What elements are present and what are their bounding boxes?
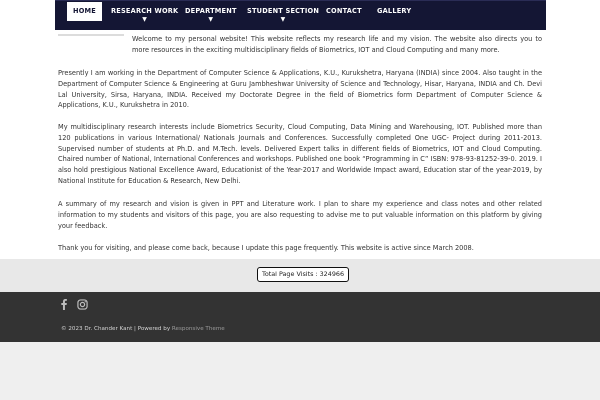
main-content xyxy=(0,30,600,259)
facebook-icon[interactable] xyxy=(58,298,70,310)
copyright-label: © 2023 Dr. Chander Kant | Powered by xyxy=(61,326,171,332)
main-navigation xyxy=(55,0,546,30)
instagram-icon[interactable] xyxy=(76,298,88,310)
nav-item-label: GALLERY xyxy=(377,7,412,15)
nav-item-gallery[interactable] xyxy=(377,1,411,31)
visit-counter-band xyxy=(0,259,600,292)
chevron-down-icon: ▼ xyxy=(280,16,286,23)
visit-counter: Total Page Visits : 324966 xyxy=(257,267,349,282)
nav-item-department[interactable] xyxy=(185,1,237,31)
nav-item-research-work[interactable] xyxy=(111,1,178,31)
footer xyxy=(0,292,600,342)
chevron-down-icon: ▼ xyxy=(208,16,214,23)
nav-item-label: DEPARTMENT xyxy=(185,7,237,15)
bio-paragraph: Presently I am working in the Department of Computer Science & Applications, K.U., Kurukshetra, Haryana (INDIA) since 2004. Also taught in the Department of Computer Science & Engineering at Guru Jambheshwar University of Science and Technology, Hisar, Haryana, INDIA and Ch. Devi Lal University, Sirsa, Haryana, INDIA. Received my Doctorate Degree in the field of Biometrics form Department of Computer Science & Applications, K.U., Kurukshetra in 2010. xyxy=(58,69,542,110)
nav-item-contact[interactable] xyxy=(326,1,362,31)
intro-paragraph: Welcome to my personal website! This website reflects my research life and my vision. The website also directs you to more resources in the exciting multidisciplinary fields of Biometrics, IOT and Cloud Computing and many more. xyxy=(132,35,542,54)
copyright-text xyxy=(61,326,225,332)
page-bottom xyxy=(0,342,600,400)
header-band xyxy=(0,0,600,30)
nav-item-home[interactable] xyxy=(67,2,102,21)
chevron-down-icon: ▼ xyxy=(142,16,148,23)
research-paragraph: My multidisciplinary research interests include Biometrics Security, Cloud Computing, Data Mining and Warehousing, IOT. Published more than 120 publications in various International/ Nationals Journals and Conferences. Successfully completed One UGC- Project during 2011-2013. Supervised number of students at Ph.D. and M.Tech. levels. Delivered Expert talks in different fields of Biometrics, IOT and Cloud Computing. Chaired number of National, International Conferences and workshops. Published one book “Programming in C” ISBN: 978-93-81252-39-0. 2019. I also hold prestigious National Excellence Award, Educationist of the Year-2017 and Worldwide Impact award, Education star of the year-2019, by National Institute for Education & Research, New Delhi. xyxy=(58,123,542,185)
nav-item-label: CONTACT xyxy=(326,7,362,15)
divider xyxy=(58,34,124,36)
nav-item-label: HOME xyxy=(73,7,96,15)
theme-link[interactable]: Responsive Theme xyxy=(171,326,225,332)
nav-item-student-section[interactable] xyxy=(247,1,319,31)
nav-item-label: STUDENT SECTION xyxy=(247,7,320,15)
thanks-paragraph: Thank you for visiting, and please come back, because I update this page frequently. This website is active since March 2008. xyxy=(58,244,474,252)
nav-item-label: RESEARCH WORK xyxy=(111,7,179,15)
summary-paragraph: A summary of my research and vision is given in PPT and Literature work. I plan to share my experience and class notes and other related information to my students and visitors of this page, you are also requesting to advise me to put valuable information on this platform by giving your feedback. xyxy=(58,200,542,230)
